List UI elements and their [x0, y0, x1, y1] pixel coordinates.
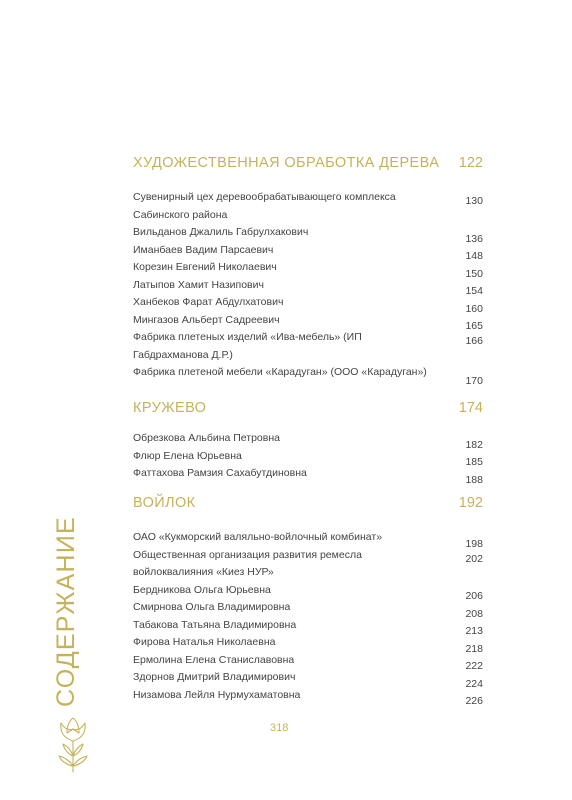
entry-label: Мингазов Альберт Садреевич [133, 313, 280, 326]
toc-entry[interactable] [133, 329, 483, 364]
toc-section-wood [133, 155, 483, 387]
entry-page: 166 [465, 335, 483, 347]
toc-entry[interactable] [133, 277, 483, 295]
toc-entry[interactable] [133, 529, 483, 550]
toc-entry[interactable] [133, 430, 483, 451]
entry-page: 182 [465, 438, 483, 451]
entry-page: 206 [465, 590, 483, 602]
page-number: 318 [270, 722, 289, 734]
entry-label: Ермолина Елена Станиславовна [133, 653, 295, 666]
toc-list [133, 430, 483, 486]
entry-page: 150 [465, 267, 483, 280]
entry-page: 185 [465, 456, 483, 468]
entry-label: Смирнова Ольга Владимировна [133, 601, 291, 613]
entry-label: Вильданов Джалиль Габрулхакович [133, 226, 309, 238]
entry-label: Ханбеков Фарат Абдулхатович [133, 296, 284, 308]
entry-label: ОАО «Кукморский валяльно-войлочный комбинат» [133, 531, 383, 543]
entry-label: Фирова Наталья Николаевна [133, 636, 276, 648]
entry-label: Общественная организация развития ремесла войлоквалияния «Киез НУР» [133, 548, 362, 578]
section-header[interactable] [133, 400, 483, 420]
entry-label: Фаттахова Рамзия Сахабутдиновна [133, 467, 307, 479]
toc-entry[interactable] [133, 312, 483, 330]
entry-page: 160 [465, 302, 483, 315]
toc-entry[interactable] [133, 448, 483, 466]
section-header[interactable] [133, 155, 483, 175]
entry-label: Корезин Евгений Николаевич [133, 261, 277, 273]
toc-entry[interactable] [133, 189, 483, 224]
section-title: КРУЖЕВО [133, 400, 207, 416]
section-header[interactable] [133, 495, 483, 515]
entry-page: 130 [465, 195, 483, 207]
entry-page: 198 [465, 537, 483, 550]
toc-section-lace [133, 400, 483, 486]
toc-entry[interactable] [133, 547, 483, 582]
entry-label: Флюр Елена Юрьевна [133, 449, 242, 462]
entry-page: 148 [465, 250, 483, 262]
section-page: 192 [458, 495, 483, 511]
section-title: ВОЙЛОК [133, 495, 196, 511]
entry-label: Иманбаев Вадим Парсаевич [133, 243, 274, 256]
toc-entry[interactable] [133, 599, 483, 620]
entry-page: 222 [465, 660, 483, 672]
entry-page: 165 [465, 320, 483, 332]
toc-entry[interactable] [133, 582, 483, 600]
section-title: ХУДОЖЕСТВЕННАЯ ОБРАБОТКА ДЕРЕВА [133, 155, 440, 171]
entry-label: Фабрика плетеных изделий «Ива-мебель» (ИП Габдрахманова Д.Р.) [133, 331, 362, 361]
toc-entry[interactable] [133, 634, 483, 655]
section-page: 174 [458, 400, 483, 416]
toc-entry[interactable] [133, 465, 483, 486]
tulip-icon [55, 716, 91, 774]
toc-entry[interactable] [133, 652, 483, 670]
page-title: СОДЕРЖАНИЕ [52, 516, 80, 707]
toc-entry[interactable] [133, 617, 483, 635]
toc-section-felt [133, 495, 483, 707]
entry-label: Фабрика плетеной мебели «Карадуган» (ООО «Карадуган») [133, 366, 427, 378]
toc-entry[interactable] [133, 294, 483, 315]
entry-label: Здорнов Дмитрий Владимирович [133, 671, 296, 683]
toc-entry[interactable] [133, 669, 483, 690]
entry-page: 170 [465, 374, 483, 387]
entry-page: 213 [465, 625, 483, 637]
entry-label: Латыпов Хамит Назипович [133, 278, 264, 291]
entry-page: 224 [465, 677, 483, 690]
entry-label: Табакова Татьяна Владимировна [133, 618, 297, 631]
entry-page: 226 [465, 695, 483, 707]
entry-page: 136 [465, 232, 483, 245]
entry-label: Обрезкова Альбина Петровна [133, 432, 280, 444]
toc-entry[interactable] [133, 259, 483, 280]
section-page: 122 [458, 155, 483, 171]
toc-entry[interactable] [133, 242, 483, 260]
entry-page: 202 [465, 552, 483, 565]
entry-page: 154 [465, 285, 483, 297]
toc-list [133, 529, 483, 707]
toc-entry[interactable] [133, 224, 483, 245]
entry-label: Низамова Лейля Нурмухаматовна [133, 688, 301, 701]
toc-entry[interactable] [133, 364, 483, 387]
entry-page: 208 [465, 607, 483, 620]
toc-entry[interactable] [133, 687, 483, 705]
entry-label: Сувенирный цех деревообрабатывающего комплекса Сабинского района [133, 191, 396, 221]
entry-page: 218 [465, 642, 483, 655]
toc-list [133, 189, 483, 387]
entry-page: 188 [465, 473, 483, 486]
entry-label: Бердникова Ольга Юрьевна [133, 583, 271, 596]
